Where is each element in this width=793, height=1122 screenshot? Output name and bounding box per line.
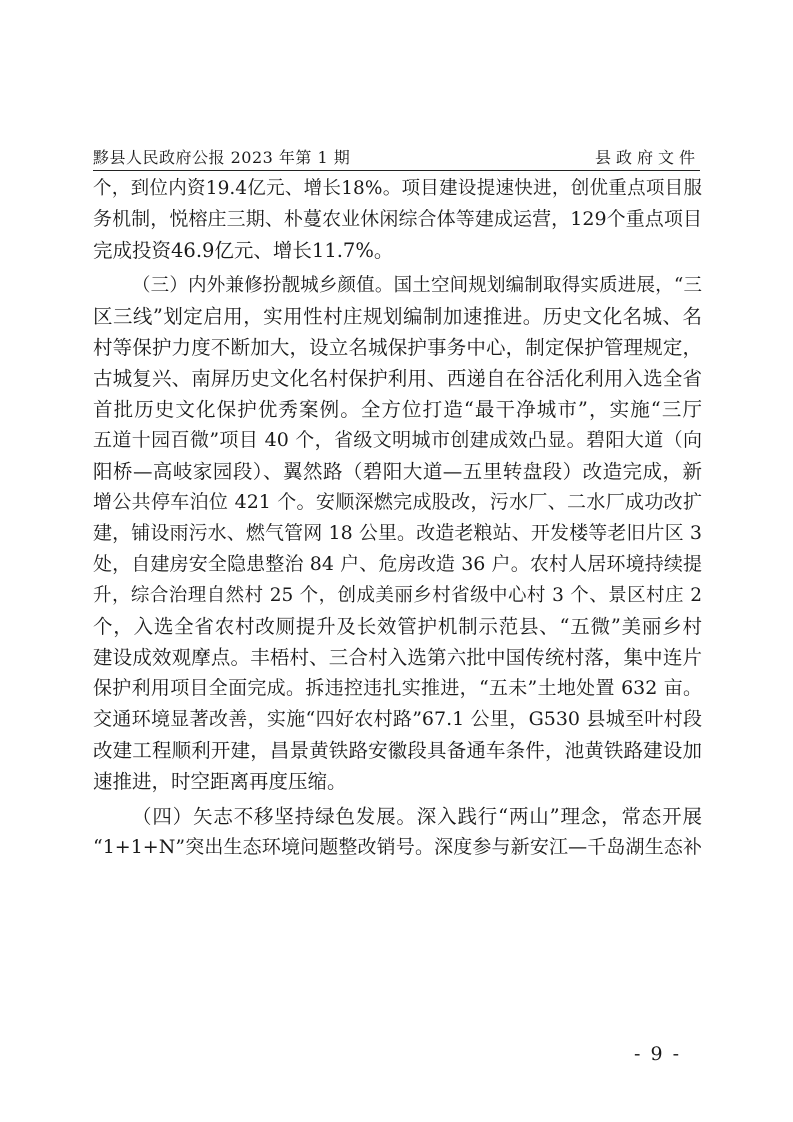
line-text: 处，自建房安全隐患整治 84 户、危房改造 36 户。农村人居环境持续提 [93, 553, 702, 575]
text-line [93, 549, 702, 580]
header-publication-title: 黟县人民政府公报 2023 年第 1 期 [93, 148, 351, 167]
header-divider [93, 170, 700, 171]
page-header [93, 142, 700, 168]
section-heading: （三）内外兼修扮靓城乡颜值。 [132, 275, 394, 296]
line-text: 建，铺设雨污水、燃气管网 18 公里。改造老粮站、开发楼等老旧片区 3 [93, 522, 702, 544]
text-line [93, 487, 702, 518]
text-line [93, 735, 702, 766]
line-text: 个，入选全省农村改厕提升及长效管护机制示范县、“五微”美丽乡村 [93, 615, 702, 638]
line-text: 区三线”划定启用，实用性村庄规划编制加速推进。历史文化名城、名 [93, 305, 702, 328]
text-line [93, 704, 702, 735]
line-text: 务机制，悦榕庄三期、朴蔓农业休闲综合体等建成运营，129个重点项目 [93, 208, 702, 230]
line-text: 速推进，时空距离再度压缩。 [93, 770, 347, 793]
line-text: 保护利用项目全面完成。拆违控违扎实推进，“五未”土地处置 632 亩。 [93, 677, 702, 699]
text-line [93, 332, 702, 363]
line-text: 国土空间规划编制取得实质进展，“三 [393, 275, 702, 296]
text-line [93, 766, 702, 797]
section-heading: （四）矢志不移坚持绿色发展。 [132, 805, 417, 828]
text-line [93, 611, 702, 642]
line-text: 增公共停车泊位 421 个。安顺深燃完成股改，污水厂、二水厂成功改扩 [93, 491, 702, 513]
line-text: 完成投资46.9亿元、增长11.7%。 [93, 239, 394, 262]
line-text: 建设成效观摩点。丰梧村、三合村入选第六批中国传统村落，集中连片 [93, 646, 702, 669]
line-text: 个，到位内资19.4亿元、增长18%。项目建设提速快进，创优重点项目服 [93, 178, 702, 199]
line-text: 阳桥—高岐家园段）、翼然路（碧阳大道—五里转盘段）改造完成，新 [93, 460, 702, 483]
text-line [93, 301, 702, 332]
text-line [93, 425, 702, 456]
text-line [93, 173, 702, 204]
text-line [93, 235, 702, 266]
text-line [93, 456, 702, 487]
text-line [93, 394, 702, 425]
document-body [93, 173, 702, 863]
text-line [93, 363, 702, 394]
text-line [93, 204, 702, 235]
line-text: 升，综合治理自然村 25 个，创成美丽乡村省级中心村 3 个、景区村庄 2 [93, 585, 702, 606]
line-text: 五道十园百微”项目 40 个，省级文明城市创建成效凸显。碧阳大道（向 [93, 429, 702, 451]
line-text: 改建工程顺利开建，昌景黄铁路安徽段具备通车条件，池黄铁路建设加 [93, 739, 702, 762]
text-line [93, 580, 702, 611]
line-text: 深入践行“两山”理念，常态开展 [416, 805, 702, 828]
page-number: - 9 - [633, 1043, 681, 1065]
text-line [93, 832, 702, 863]
line-text: 首批历史文化保护优秀案例。全方位打造“最干净城市”，实施“三厅 [93, 398, 702, 421]
text-line [93, 642, 702, 673]
text-line [93, 673, 702, 704]
header-section-title: 县政府文件 [594, 148, 700, 167]
line-text: 古城复兴、南屏历史文化名村保护利用、西递自在谷活化利用入选全省 [93, 367, 702, 390]
text-line [93, 801, 702, 832]
text-line [93, 270, 702, 301]
line-text: “1+1+N”突出生态环境问题整改销号。深度参与新安江—千岛湖生态补 [93, 836, 702, 858]
line-text: 村等保护力度不断加大，设立名城保护事务中心，制定保护管理规定， [93, 336, 702, 359]
line-text: 交通环境显著改善，实施“四好农村路”67.1 公里，G530 县城至叶村段 [93, 708, 702, 730]
text-line [93, 518, 702, 549]
